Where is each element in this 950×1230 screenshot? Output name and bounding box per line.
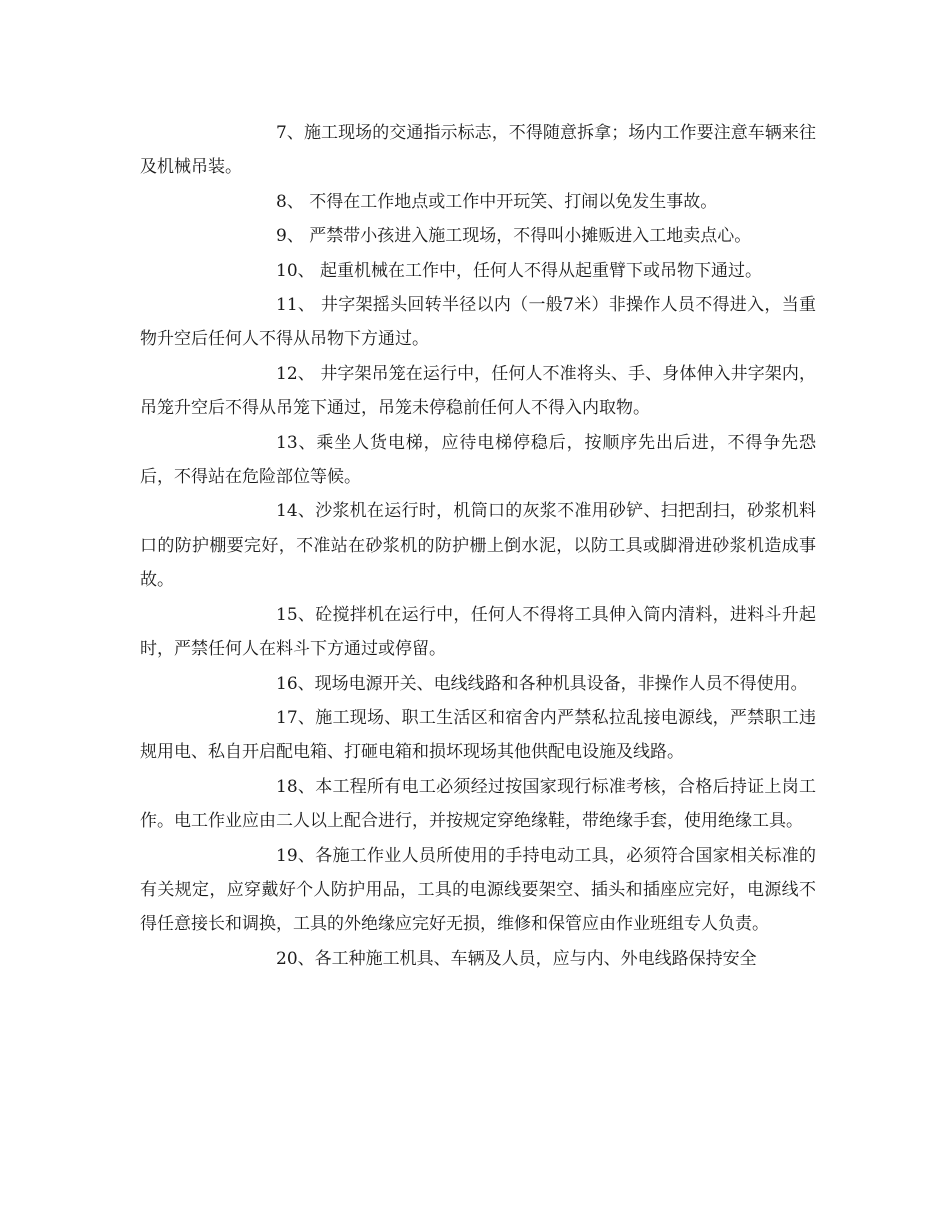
paragraph-item-15: 15、砼搅拌机在运行中，任何人不得将工具伸入筒内清料，进料斗升起时，严禁任何人在料斗下方通过或停留。	[140, 604, 816, 660]
paragraph-item-13: 13、乘坐人货电梯，应待电梯停稳后，按顺序先出后进，不得争先恐后，不得站在危险部位等候。	[140, 432, 816, 488]
paragraph-item-16: 16、现场电源开关、电线线路和各种机具设备，非操作人员不得使用。	[276, 673, 808, 694]
paragraph-item-20: 20、各工种施工机具、车辆及人员，应与内、外电线路保持安全	[276, 948, 757, 969]
paragraph-item-14: 14、沙浆机在运行时，机筒口的灰浆不准用砂铲、扫把刮扫，砂浆机料口的防护棚要完好，不准站在砂浆机的防护栅上倒水泥，以防工具或脚滑进砂浆机造成事故。	[140, 501, 816, 591]
paragraph-item-10: 10、 起重机械在工作中，任何人不得从起重臂下或吊物下通过。	[276, 260, 763, 281]
paragraph-item-12: 12、 井字架吊笼在运行中，任何人不准将头、手、身体伸入井字架内，吊笼升空后不得从吊笼下通过，吊笼未停稳前任何人不得入内取物。	[140, 363, 816, 419]
paragraph-item-8: 8、 不得在工作地点或工作中开玩笑、打闹以免发生事故。	[276, 191, 718, 212]
paragraph-item-18: 18、本工程所有电工必须经过按国家现行标准考核，合格后持证上岗工作。电工作业应由二人以上配合进行，并按规定穿绝缘鞋，带绝缘手套，使用绝缘工具。	[140, 776, 816, 832]
paragraph-item-9: 9、 严禁带小孩进入施工现场，不得叫小摊贩进入工地卖点心。	[276, 226, 752, 247]
paragraph-item-11: 11、 井字架摇头回转半径以内（一般7米）非操作人员不得进入，当重物升空后任何人不得从吊物下方通过。	[140, 295, 816, 350]
paragraph-item-17: 17、施工现场、职工生活区和宿舍内严禁私拉乱接电源线，严禁职工违规用电、私自开启配电箱、打砸电箱和损坏现场其他供配电设施及线路。	[140, 707, 816, 763]
paragraph-item-19: 19、各施工作业人员所使用的手持电动工具，必须符合国家相关标准的有关规定，应穿戴好个人防护用品，工具的电源线要架空、插头和插座应完好，电源线不得任意接长和调换，工具的外绝缘应完好无损，维修和保管应由作业班组专人负责。	[140, 845, 816, 935]
paragraph-item-7: 7、施工现场的交通指示标志，不得随意拆拿；场内工作要注意车辆来往及机械吊装。	[140, 123, 816, 178]
document-body	[140, 116, 816, 976]
